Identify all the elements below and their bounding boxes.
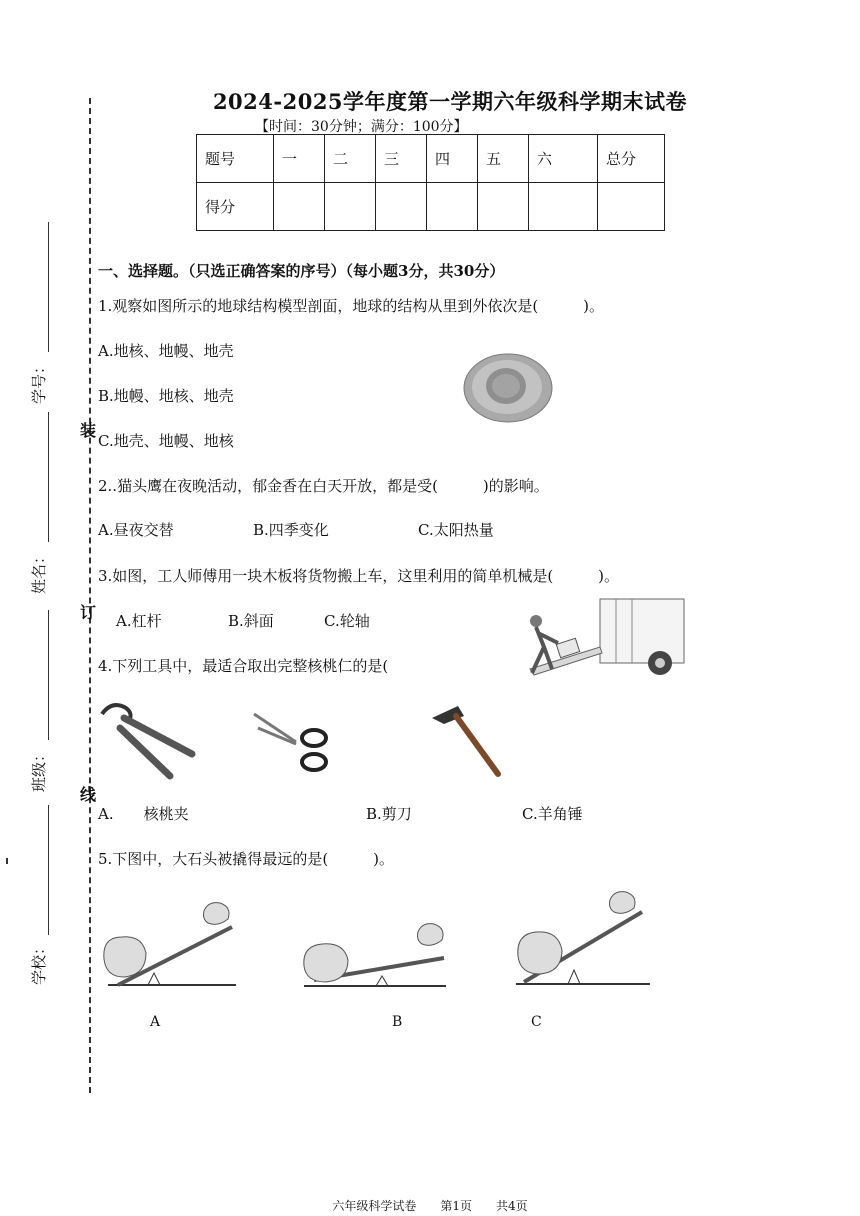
exam-info: 【时间：30分钟；满分：100分】	[255, 119, 468, 135]
score-header-cell: 一	[274, 135, 325, 183]
binding-dashed-line	[89, 98, 91, 1093]
q3-option-c: C.轮轴	[324, 612, 370, 630]
score-header-cell: 题号	[197, 135, 274, 183]
score-cell[interactable]	[376, 183, 427, 231]
q2-option-b: B.四季变化	[253, 521, 329, 539]
score-header-cell: 三	[376, 135, 427, 183]
q2-option-c: C.太阳热量	[418, 521, 494, 539]
q5-option-b: B	[392, 1014, 403, 1030]
q5-option-a: A	[150, 1014, 161, 1030]
margin-mark	[6, 858, 8, 864]
q1-option-b: B.地幔、地核、地壳	[98, 387, 234, 405]
q2-stem: 2..猫头鹰在夜晚活动，郁金香在白天开放，都是受( )的影响。	[98, 477, 549, 495]
score-row-label: 得分	[197, 183, 274, 231]
score-cell[interactable]	[478, 183, 529, 231]
ramp-truck-image	[508, 597, 686, 679]
q1-stem: 1.观察如图所示的地球结构模型剖面，地球的结构从里到外依次是( )。	[98, 297, 605, 315]
lever-diagram-a	[98, 897, 238, 993]
score-header-cell: 二	[325, 135, 376, 183]
score-table-header-row	[197, 135, 665, 183]
q4-option-c: C.羊角锤	[522, 805, 583, 823]
q3-option-b: B.斜面	[228, 612, 274, 630]
section1-heading: 一、选择题。（只选正确答案的序号）（每小题3分，共30分）	[98, 262, 505, 280]
school-label: 学校：	[30, 939, 48, 985]
score-cell[interactable]	[529, 183, 598, 231]
q4-stem: 4.下列工具中，最适合取出完整核桃仁的是(	[98, 657, 389, 675]
score-cell[interactable]	[274, 183, 325, 231]
q4-option-b: B.剪刀	[366, 805, 412, 823]
q5-option-c: C	[531, 1014, 542, 1030]
q2-option-a: A.昼夜交替	[98, 521, 174, 539]
q4-option-a: A. 核桃夹	[98, 805, 189, 823]
lever-diagram-b	[300, 918, 450, 994]
claw-hammer-image	[428, 702, 504, 778]
score-header-cell: 总分	[598, 135, 665, 183]
lever-diagram-c	[514, 888, 652, 992]
student-id-underline	[48, 222, 49, 352]
name-underline	[48, 412, 49, 542]
score-table	[196, 134, 665, 231]
earth-structure-model-image	[462, 352, 554, 424]
score-header-cell: 六	[529, 135, 598, 183]
school-underline	[48, 805, 49, 935]
score-header-cell: 四	[427, 135, 478, 183]
q1-option-c: C.地壳、地幔、地核	[98, 432, 234, 450]
name-label: 姓名：	[30, 548, 48, 594]
page-title: 2024-2025学年度第一学期六年级科学期末试卷	[212, 89, 688, 114]
seal-char-zhuang: 装	[80, 421, 97, 440]
q3-option-a: A.杠杆	[116, 612, 162, 630]
q1-option-a: A.地核、地幔、地壳	[98, 342, 234, 360]
page-footer: 六年级科学试卷 第1页 共4页	[332, 1199, 528, 1213]
score-cell[interactable]	[598, 183, 665, 231]
score-header-cell: 五	[478, 135, 529, 183]
scissors-image	[252, 708, 332, 774]
q3-stem: 3.如图，工人师傅用一块木板将货物搬上车，这里利用的简单机械是( )。	[98, 567, 620, 585]
seal-char-ding: 订	[80, 603, 97, 622]
class-label: 班级：	[30, 746, 48, 792]
class-underline	[48, 610, 49, 740]
student-id-label: 学号：	[30, 358, 48, 404]
score-cell[interactable]	[325, 183, 376, 231]
score-cell[interactable]	[427, 183, 478, 231]
score-table-score-row	[197, 183, 665, 231]
seal-char-xian: 线	[80, 785, 97, 804]
nutcracker-image	[98, 698, 198, 780]
q5-stem: 5.下图中，大石头被撬得最远的是( )。	[98, 850, 395, 868]
